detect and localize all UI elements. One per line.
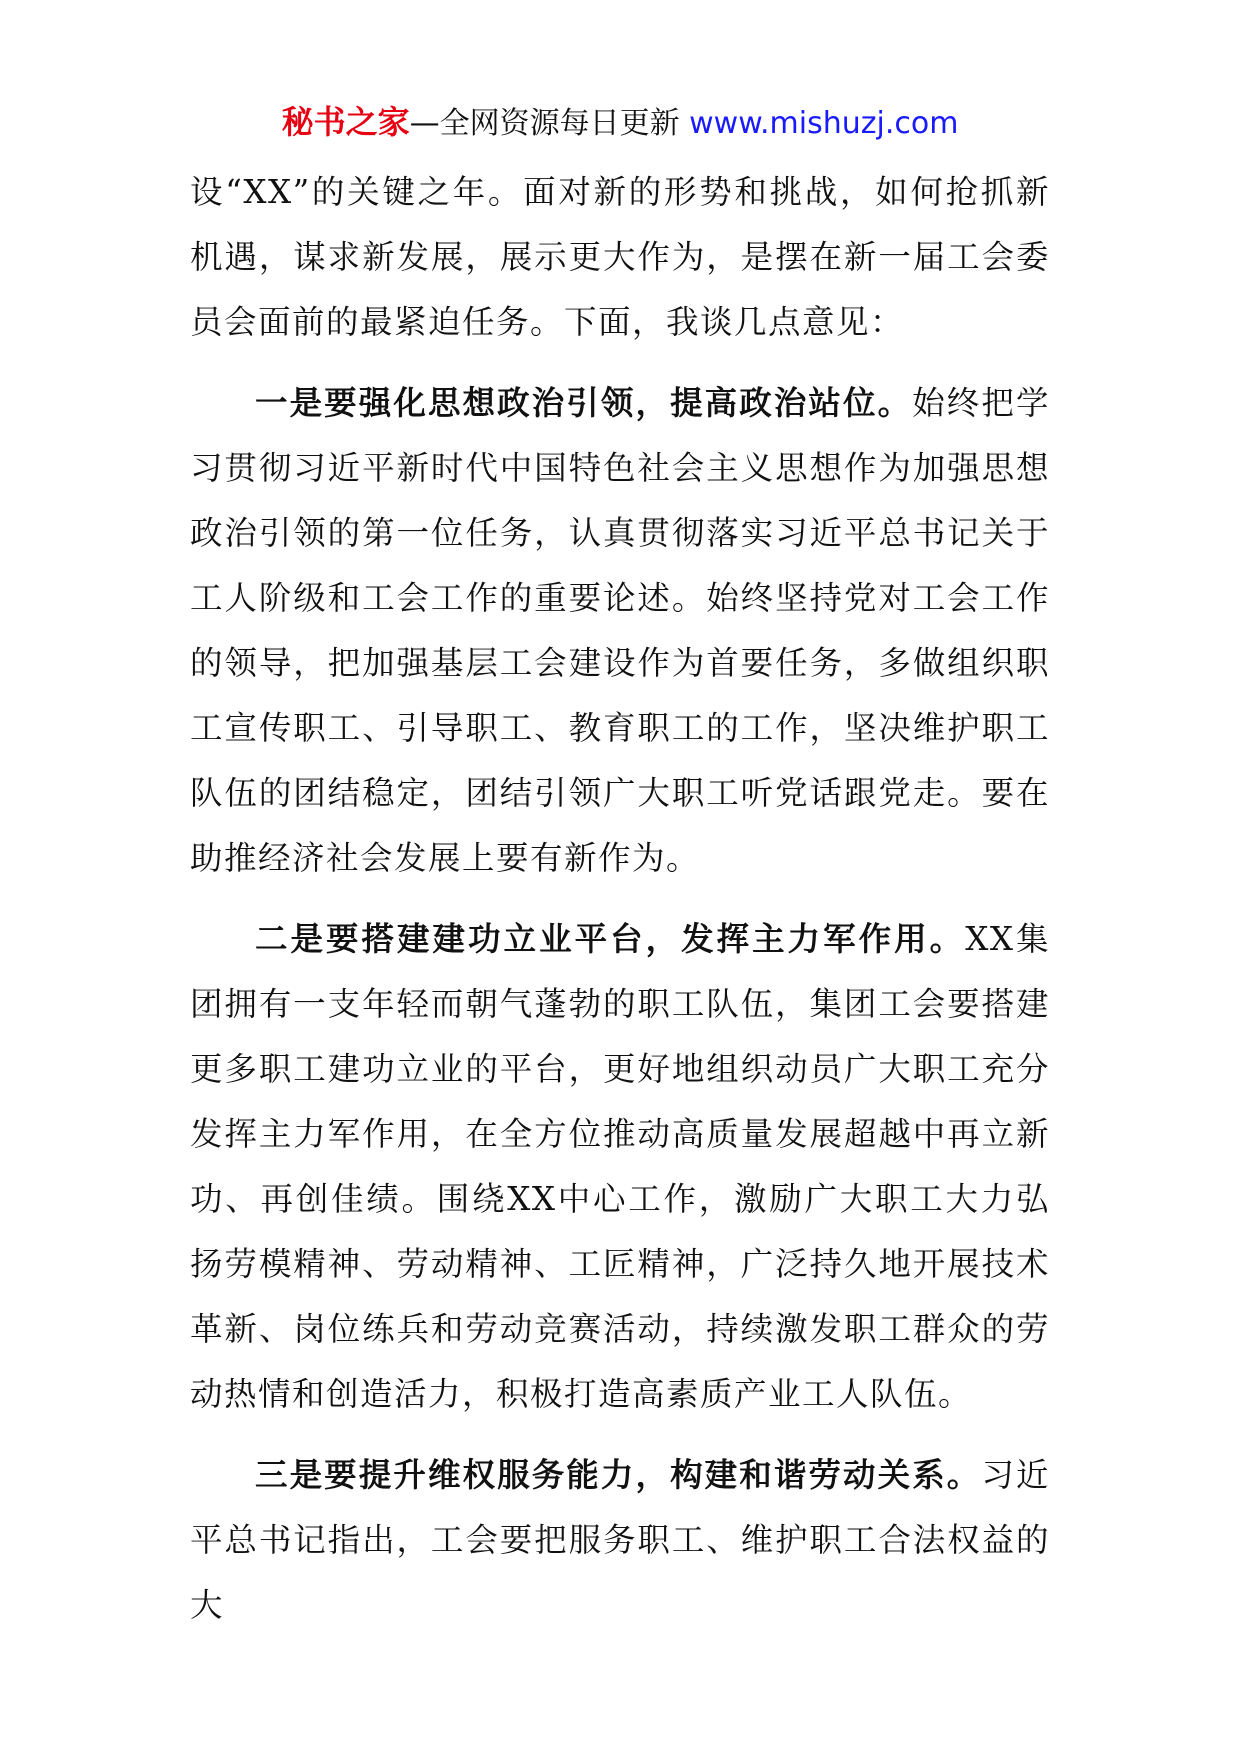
site-url[interactable]: www.mishuzj.com [689, 106, 959, 141]
point-text: 始终把学习贯彻习近平新时代中国特色社会主义思想作为加强思想政治引领的第一位任务，认真贯彻落实习近平总书记关于工人阶级和工会工作的重要论述。始终坚持党对工会工作的领导，把加强基层工会建设作为首要任务，多做组织职工宣传职工、引导职工、教育职工的工作，坚决维护职工队伍的团结稳定，团结引领广大职工听党话跟党走。要在助推经济社会发展上要有新作为。 [190, 384, 1050, 877]
point-paragraph-1 [190, 371, 1050, 891]
point-heading: 三是要提升维权服务能力，构建和谐劳动关系。 [255, 1456, 982, 1494]
point-heading: 二是要搭建建功立业平台，发挥主力军作用。 [255, 920, 966, 958]
header-slogan: —全网资源每日更新 [409, 106, 690, 141]
point-paragraph-2 [190, 907, 1050, 1427]
brand-name: 秘书之家 [281, 103, 410, 141]
point-text: 习近平总书记指出，工会要把服务职工、维护职工合法权益的大 [190, 1456, 1050, 1624]
intro-paragraph: 设“XX”的关键之年。面对新的形势和挑战，如何抢抓新机遇，谋求新发展，展示更大作为，是摆在新一届工会委员会面前的最紧迫任务。下面，我谈几点意见： [190, 173, 1050, 341]
point-text: XX集团拥有一支年轻而朝气蓬勃的职工队伍，集团工会要搭建更多职工建功立业的平台，更好地组织动员广大职工充分发挥主力军作用，在全方位推动高质量发展超越中再立新功、再创佳绩。围绕XX中心工作，激励广大职工大力弘扬劳模精神、劳动精神、工匠精神，广泛持久地开展技术革新、岗位练兵和劳动竞赛活动，持续激发职工群众的劳动热情和创造活力，积极打造高素质产业工人队伍。 [190, 920, 1050, 1413]
point-paragraph-3 [190, 1443, 1050, 1638]
document-body [190, 160, 1050, 1638]
watermark-header [0, 100, 1240, 146]
point-heading: 一是要强化思想政治引领，提高政治站位。 [255, 384, 913, 422]
